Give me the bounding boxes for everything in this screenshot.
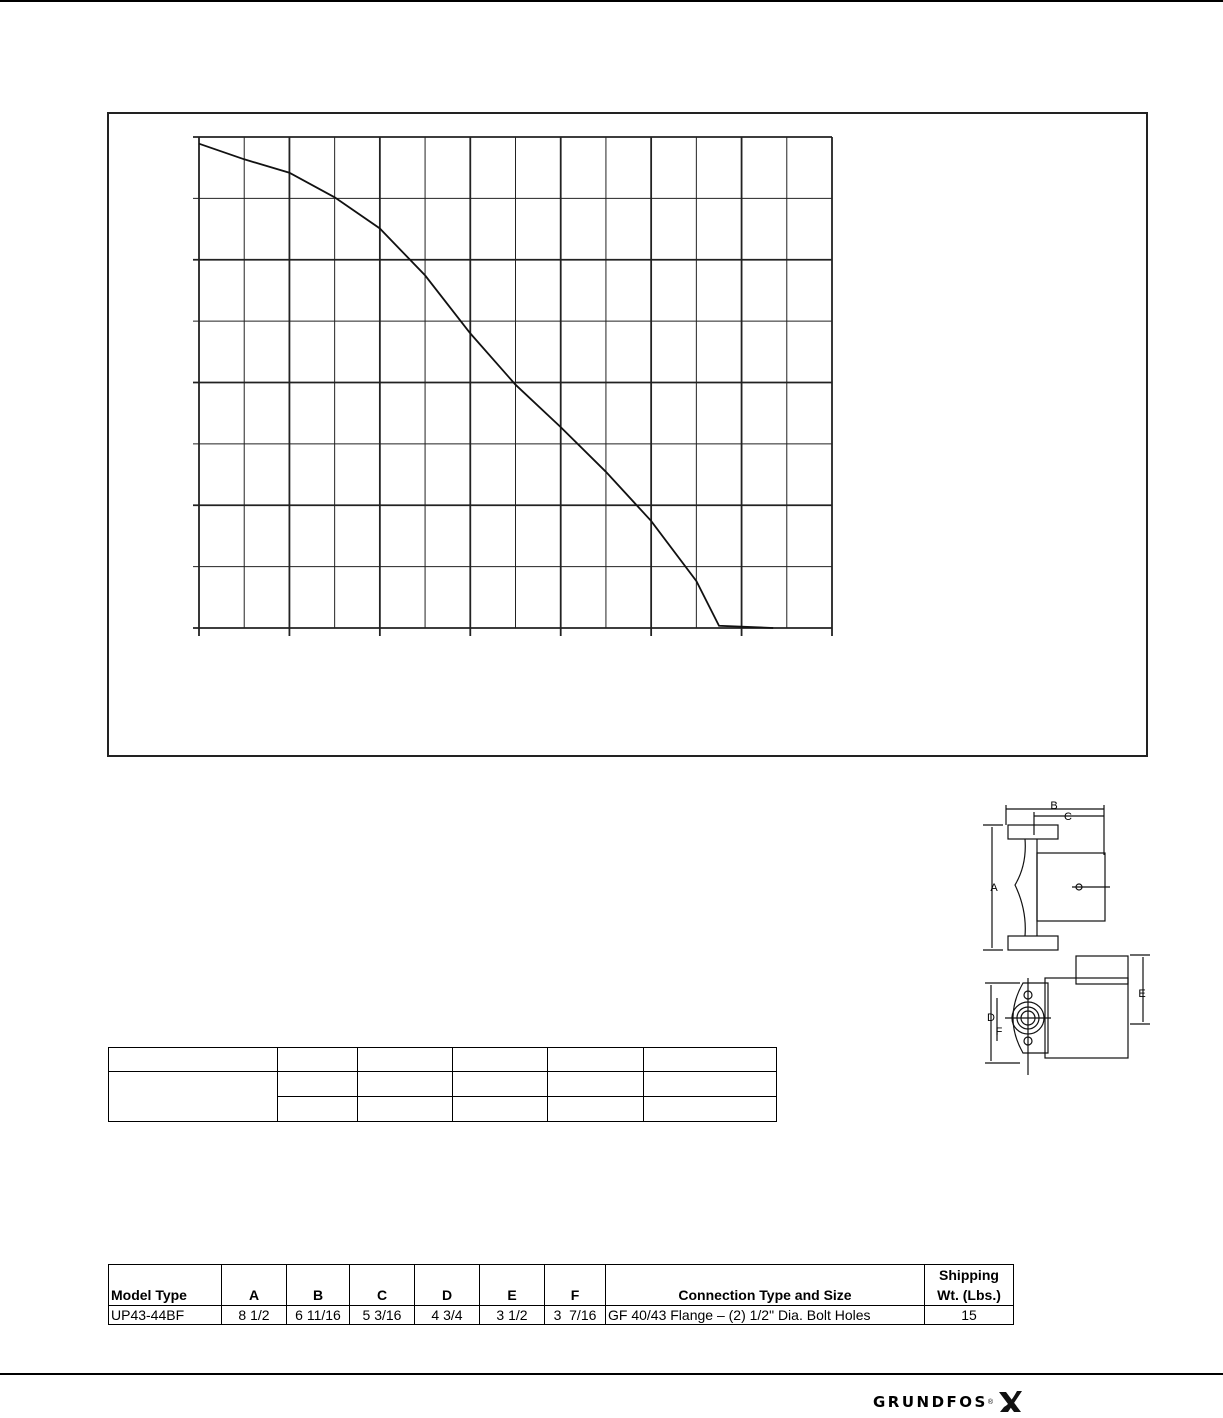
cell-d: 4 3/4 xyxy=(415,1306,480,1325)
cell-b: 6 11/16 xyxy=(287,1306,350,1325)
col-d: D xyxy=(415,1265,480,1306)
blank-spec-table xyxy=(108,1047,777,1122)
shipping-header-line2: Wt. (Lbs.) xyxy=(937,1287,1001,1303)
table-cell xyxy=(453,1097,548,1122)
logo-text: GRUNDFOS xyxy=(873,1393,988,1411)
dimensions-table xyxy=(108,1264,1014,1325)
table-cell xyxy=(358,1048,453,1072)
cell-f: 3 7/16 xyxy=(545,1306,606,1325)
table-cell xyxy=(278,1072,358,1097)
grundfos-logo xyxy=(873,1388,1024,1416)
dim-label-b: B xyxy=(1050,800,1058,812)
table-cell xyxy=(548,1048,644,1072)
cell-weight: 15 xyxy=(925,1306,1014,1325)
shipping-header-line1: Shipping xyxy=(939,1267,999,1283)
table-cell xyxy=(358,1072,453,1097)
table-cell xyxy=(453,1048,548,1072)
cell-a: 8 1/2 xyxy=(222,1306,287,1325)
table-cell xyxy=(644,1048,777,1072)
table-cell xyxy=(644,1072,777,1097)
col-c: C xyxy=(350,1265,415,1306)
grundfos-x-icon xyxy=(996,1388,1024,1416)
table-row xyxy=(109,1306,1014,1325)
table-cell xyxy=(109,1072,278,1122)
table-cell xyxy=(278,1048,358,1072)
col-connection: Connection Type and Size xyxy=(606,1265,925,1306)
table-row xyxy=(109,1048,777,1072)
col-model-type: Model Type xyxy=(109,1265,222,1306)
col-b: B xyxy=(287,1265,350,1306)
table-cell xyxy=(358,1097,453,1122)
table-cell xyxy=(644,1097,777,1122)
table-header-row xyxy=(109,1265,1014,1306)
dim-label-d: D xyxy=(987,1012,995,1024)
dim-label-e: E xyxy=(1138,988,1146,1000)
table-cell xyxy=(548,1072,644,1097)
table-cell xyxy=(109,1048,278,1072)
cell-c: 5 3/16 xyxy=(350,1306,415,1325)
cell-model: UP43-44BF xyxy=(109,1306,222,1325)
cell-e: 3 1/2 xyxy=(480,1306,545,1325)
performance-curve xyxy=(199,144,773,628)
table-row xyxy=(109,1072,777,1097)
pump-dimension-drawing xyxy=(975,795,1155,1085)
bottom-rule xyxy=(0,1373,1223,1375)
table-cell xyxy=(453,1072,548,1097)
col-e: E xyxy=(480,1265,545,1306)
dim-label-a: A xyxy=(990,882,998,894)
dim-label-f: F xyxy=(995,1026,1003,1038)
col-a: A xyxy=(222,1265,287,1306)
performance-chart-frame xyxy=(107,112,1148,757)
col-shipping-weight xyxy=(925,1265,1014,1306)
registered-mark: ® xyxy=(987,1398,994,1406)
top-rule xyxy=(0,0,1223,2)
dim-label-c: C xyxy=(1064,811,1072,823)
performance-chart xyxy=(109,114,1150,759)
col-f: F xyxy=(545,1265,606,1306)
table-cell xyxy=(278,1097,358,1122)
cell-connection: GF 40/43 Flange – (2) 1/2" Dia. Bolt Holes xyxy=(606,1306,925,1325)
table-cell xyxy=(548,1097,644,1122)
